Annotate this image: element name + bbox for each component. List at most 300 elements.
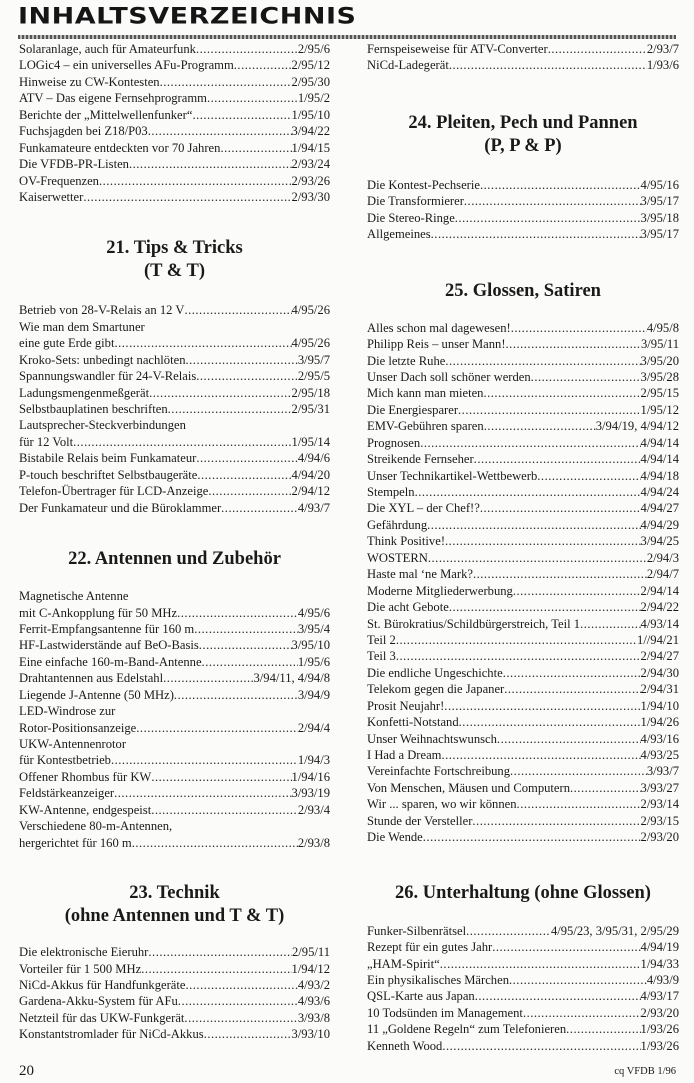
entry-reference: 1/95/6 — [297, 654, 330, 669]
toc-entry — [367, 747, 679, 763]
dot-leader — [464, 193, 641, 209]
toc-entry — [367, 451, 679, 467]
toc-entry — [19, 483, 330, 499]
toc-entry — [367, 41, 679, 57]
dot-leader — [111, 752, 298, 768]
dot-leader — [504, 681, 640, 697]
dot-leader — [160, 74, 292, 90]
toc-entry — [19, 385, 330, 401]
toc-entry — [367, 698, 679, 714]
toc-entry — [367, 57, 679, 73]
entry-reference: 3/95/17 — [640, 194, 679, 209]
dot-leader — [148, 944, 292, 960]
dot-leader — [149, 385, 291, 401]
dot-leader — [449, 599, 641, 615]
entry-title: Prognosen — [367, 435, 421, 450]
toc-entry — [367, 1021, 679, 1037]
entry-title: Funkamateure entdeckten vor 70 Jahren — [19, 140, 221, 155]
entry-reference: 3/95/18 — [640, 210, 679, 225]
dot-leader — [185, 977, 297, 993]
dot-leader — [537, 468, 640, 484]
dot-leader — [114, 785, 291, 801]
section-subtitle: (P, P & P) — [484, 135, 562, 156]
entry-reference: 3/94/9 — [297, 687, 330, 702]
toc-entry — [19, 720, 330, 736]
entry-list — [19, 944, 330, 1043]
entry-title: Vorteiler für 1 500 MHz — [19, 961, 142, 976]
dot-leader — [513, 583, 641, 599]
dot-leader — [472, 813, 640, 829]
entry-reference: 2/93/8 — [297, 835, 330, 850]
entry-reference: 1/94/3 — [297, 753, 330, 768]
entry-reference: 4/94/27 — [640, 501, 679, 516]
entry-reference: 2/94/31 — [640, 682, 679, 697]
dot-leader — [484, 418, 596, 434]
entry-title: Die elektronische Eieruhr — [19, 945, 149, 960]
toc-entry — [367, 599, 679, 615]
toc-entry — [19, 368, 330, 384]
dot-leader — [192, 107, 291, 123]
dot-leader — [531, 369, 641, 385]
entry-reference: 2/94/22 — [640, 600, 679, 615]
entry-reference: 1/94/33 — [640, 956, 679, 971]
entry-title: Fuchsjagden bei Z18/P03 — [19, 124, 148, 139]
entry-title: Bistabile Relais beim Funkamateur — [19, 451, 197, 466]
entry-reference: 2/94/30 — [640, 665, 679, 680]
toc-entry — [19, 41, 330, 57]
entry-reference: 4/95/26 — [291, 336, 330, 351]
entry-title: Gefährdung — [367, 517, 428, 532]
entry-reference: 4/95/23, 3/95/31, 2/95/29 — [550, 923, 679, 938]
dot-leader — [199, 637, 292, 653]
toc-entry — [19, 335, 330, 351]
entry-reference: 3/95/28 — [640, 369, 679, 384]
entry-title: Unser Weihnachtswunsch — [367, 731, 497, 746]
toc-entry — [367, 226, 679, 242]
section-title-line: 26. Unterhaltung (ohne Glossen) — [395, 882, 651, 903]
dot-leader — [455, 210, 641, 226]
entry-reference: 4/94/29 — [640, 517, 679, 532]
toc-entry — [19, 90, 330, 106]
toc-entry — [19, 500, 330, 516]
dot-leader — [99, 173, 292, 189]
entry-title: HF-Lastwiderstände auf BeO-Basis — [19, 638, 199, 653]
toc-entry — [367, 320, 679, 336]
entry-reference: 3/94/22 — [291, 124, 330, 139]
toc-entry — [367, 681, 679, 697]
toc-entry — [19, 785, 330, 801]
section-subtitle: (T & T) — [144, 261, 205, 282]
entry-reference: 4/94/20 — [291, 467, 330, 482]
entry-title: Berichte der „Mittelwellenfunker“ — [19, 107, 193, 122]
entry-title: Die Stereo-Ringe — [367, 210, 455, 225]
entry-title: Kroko-Sets: unbedingt nachlöten — [19, 352, 186, 367]
entry-title: Konfetti-Notstand — [367, 715, 459, 730]
entry-title: Haste mal ‘ne Mark? — [367, 567, 473, 582]
entry-title: Die XYL – der Chef!? — [367, 501, 480, 516]
entry-title: Streikende Fernseher — [367, 452, 474, 467]
toc-entry — [367, 665, 679, 681]
entry-title: Unser Technikartikel-Wettbewerb — [367, 468, 538, 483]
entry-title: Rezept für ein gutes Jahr — [367, 940, 493, 955]
toc-entry — [19, 173, 330, 189]
toc-entry — [367, 939, 679, 955]
toc-entry — [19, 417, 330, 433]
entry-reference: 3/95/10 — [291, 638, 330, 653]
toc-entry — [367, 369, 679, 385]
entry-title: Wie man dem Smartuner — [19, 319, 145, 334]
entry-title: Die Energiesparer — [367, 402, 459, 417]
entry-title: für 12 Volt — [19, 434, 74, 449]
toc-entry — [19, 835, 330, 851]
entry-title: „HAM-Spirit“ — [367, 956, 440, 971]
entry-reference: 1/94/16 — [291, 769, 330, 784]
entry-reference: 3/94/19, 4/94/12 — [595, 419, 679, 434]
entry-title: mit C-Ankopplung für 50 MHz — [19, 605, 178, 620]
dot-leader — [129, 156, 292, 172]
entry-title: Telekom gegen die Japaner — [367, 682, 505, 697]
entry-title: Die endliche Ungeschichte — [367, 665, 503, 680]
entry-reference: 2/94/12 — [291, 484, 330, 499]
dot-leader — [186, 352, 298, 368]
entry-title: Von Menschen, Mäusen und Computern — [367, 780, 570, 795]
entry-list — [367, 320, 679, 846]
toc-entry — [367, 796, 679, 812]
dot-leader — [178, 993, 298, 1009]
entry-title: eine gute Erde gibt — [19, 336, 115, 351]
entry-title: Die Wende — [367, 830, 423, 845]
dot-leader — [449, 57, 647, 73]
entry-title: Offener Rhombus für KW — [19, 769, 152, 784]
dot-leader — [73, 434, 291, 450]
section-title-line: 22. Antennen und Zubehör — [68, 549, 281, 570]
entry-reference: 2/94/7 — [646, 567, 679, 582]
toc-entry — [19, 140, 330, 156]
toc-entry — [367, 353, 679, 369]
toc-entry — [19, 637, 330, 653]
toc-entry — [367, 988, 679, 1004]
dot-leader — [196, 368, 298, 384]
dot-leader — [445, 533, 641, 549]
entry-reference: 2/93/7 — [646, 42, 679, 56]
entry-reference: 4/94/18 — [640, 468, 679, 483]
entry-title: Die Transformierer — [367, 194, 464, 209]
entry-title: Rotor-Positionsanzeige — [19, 720, 137, 735]
dot-leader — [148, 123, 292, 139]
dot-leader — [234, 57, 292, 73]
entry-reference: 1/94/10 — [640, 698, 679, 713]
dot-leader — [475, 988, 641, 1004]
section-subtitle: (ohne Antennen und T & T) — [64, 906, 285, 927]
entry-title: Magnetische Antenne — [19, 589, 129, 604]
entry-title: Funker-Silbenrätsel — [367, 923, 467, 938]
entry-reference: 3/95/17 — [640, 227, 679, 242]
dot-leader — [83, 189, 291, 205]
section-title-25 — [367, 280, 679, 303]
entry-title: Feldstärkeanzeiger — [19, 786, 115, 801]
entry-title: Der Funkamateur und die Büroklammer — [19, 500, 222, 515]
toc-entry — [19, 752, 330, 768]
entry-reference: 2/93/26 — [291, 173, 330, 188]
dot-leader — [197, 467, 291, 483]
toc-entry — [367, 402, 679, 418]
dot-leader — [459, 714, 641, 730]
entry-title: Unser Dach soll schöner werden — [367, 369, 531, 384]
toc-entry — [367, 763, 679, 779]
entry-reference: 4/93/7 — [297, 500, 330, 515]
dot-leader — [396, 632, 637, 648]
entry-title: P-touch beschriftet Selbstbaugeräte — [19, 467, 198, 482]
toc-entry — [367, 648, 679, 664]
section-title-line: 23. Technik — [129, 883, 220, 904]
toc-entry — [19, 993, 330, 1009]
toc-entry — [19, 687, 330, 703]
entry-title: Netzteil für das UKW-Funkgerät — [19, 1010, 185, 1025]
entry-title: Alles schon mal dagewesen! — [367, 320, 511, 335]
entry-reference: 3/93/27 — [640, 780, 679, 795]
dot-leader — [202, 654, 298, 670]
dot-leader — [184, 1010, 297, 1026]
dot-leader — [474, 451, 641, 467]
toc-entry — [19, 769, 330, 785]
header-rule — [18, 35, 676, 39]
dot-leader — [506, 336, 641, 352]
toc-entry — [367, 500, 679, 516]
dot-leader — [196, 41, 298, 57]
toc-entry — [19, 401, 330, 417]
dot-leader — [420, 435, 640, 451]
section-title-21 — [19, 237, 330, 283]
entry-title: ATV – Das eigene Fernsehprogramm — [19, 91, 207, 106]
entry-title: Die acht Gebote — [367, 600, 449, 615]
dot-leader — [151, 802, 298, 818]
entry-reference: 1/93/26 — [640, 1022, 679, 1037]
dot-leader — [415, 484, 641, 500]
entry-reference: 4/93/14 — [640, 616, 679, 631]
section-title-26 — [367, 882, 679, 905]
toc-entry — [367, 583, 679, 599]
entry-reference: 3/94/25 — [640, 534, 679, 549]
toc-entry — [19, 605, 330, 621]
entry-reference: 3/95/11 — [640, 337, 679, 352]
dot-leader — [523, 1005, 641, 1021]
entry-list — [19, 302, 330, 516]
dot-leader — [427, 517, 640, 533]
toc-entry — [19, 977, 330, 993]
dot-leader — [207, 90, 298, 106]
entry-title: Teil 3 — [367, 649, 396, 664]
dot-leader — [141, 961, 291, 977]
entry-title: Verschiedene 80-m-Antennen, — [19, 819, 173, 834]
section-title-line: 24. Pleiten, Pech und Pannen — [408, 112, 638, 133]
toc-entry — [367, 829, 679, 845]
dot-leader — [497, 731, 641, 747]
dot-leader — [442, 1038, 640, 1054]
entry-reference: 4/93/2 — [297, 977, 330, 992]
dot-leader — [480, 500, 641, 516]
toc-entry — [367, 336, 679, 352]
entry-reference: 2/93/24 — [291, 157, 330, 172]
dot-leader — [132, 835, 298, 851]
dot-leader — [136, 720, 298, 736]
toc-entry — [19, 654, 330, 670]
entry-reference: 1/95/10 — [291, 107, 330, 122]
entry-reference: 2/95/15 — [640, 386, 679, 401]
toc-entry — [367, 972, 679, 988]
entry-reference: 4/93/6 — [297, 994, 330, 1009]
toc-entry — [19, 944, 330, 960]
page-title: INHALTSVERZEICHNIS — [18, 4, 357, 30]
dot-leader — [441, 747, 640, 763]
toc-entry — [367, 484, 679, 500]
toc-entry — [19, 74, 330, 90]
entry-title: Spannungswandler für 24-V-Relais — [19, 369, 197, 384]
toc-entry — [367, 923, 679, 939]
dot-leader — [566, 1021, 640, 1037]
entry-reference: 2/95/11 — [291, 945, 330, 960]
entry-reference: 3/94/11, 4/94/8 — [253, 671, 330, 686]
dot-leader — [221, 500, 298, 516]
entry-title: Die letzte Ruhe — [367, 353, 446, 368]
entry-reference: 2/94/27 — [640, 649, 679, 664]
section-title-line: 25. Glossen, Satiren — [445, 280, 601, 301]
entry-reference: 4/95/26 — [291, 303, 330, 318]
toc-entry — [367, 533, 679, 549]
entry-title: Teil 2 — [367, 632, 396, 647]
entry-title: Lautsprecher-Steckverbindungen — [19, 418, 186, 433]
toc-entry — [19, 107, 330, 123]
entry-title: 10 Todsünden im Management — [367, 1005, 523, 1020]
dot-leader — [431, 226, 641, 242]
entry-reference: 1/94/12 — [291, 961, 330, 976]
dot-leader — [483, 385, 640, 401]
dot-leader — [151, 769, 291, 785]
toc-entry — [367, 813, 679, 829]
entry-title: Kaiserwetter — [19, 189, 84, 204]
right-column — [367, 41, 679, 1054]
entry-title: Gardena-Akku-System für AFu — [19, 994, 178, 1009]
dot-leader — [163, 670, 253, 686]
entry-reference: 3/93/8 — [297, 1010, 330, 1025]
dot-leader — [510, 763, 647, 779]
entry-reference: 1/95/14 — [291, 434, 330, 449]
entry-title: Vereinfachte Fortschreibung — [367, 764, 511, 779]
entry-reference: 4/93/9 — [646, 972, 679, 987]
entry-reference: 4/94/6 — [297, 451, 330, 466]
entry-title: UKW-Antennenrotor — [19, 737, 127, 751]
entry-reference: 2/93/30 — [291, 189, 330, 204]
entry-title: Eine einfache 160-m-Band-Antenne — [19, 654, 202, 669]
entry-title: Die Kontest-Pechserie — [367, 177, 480, 192]
toc-entry — [367, 177, 679, 193]
toc-entry — [367, 385, 679, 401]
dot-leader — [509, 972, 647, 988]
dot-leader — [503, 665, 641, 681]
entry-title: Ferrit-Empfangsantenne für 160 m — [19, 621, 195, 636]
entry-title: I Had a Dream — [367, 748, 442, 762]
entry-title: Think Positive! — [367, 534, 446, 549]
entry-reference: 1/93/26 — [640, 1038, 679, 1053]
entry-reference: 4/95/6 — [297, 605, 330, 620]
dot-leader — [396, 648, 641, 664]
entry-title: Prosit Neujahr! — [367, 698, 445, 713]
toc-entry — [367, 1038, 679, 1054]
entry-reference: 4/95/16 — [640, 177, 679, 192]
entry-list — [367, 41, 679, 74]
entry-reference: 4/94/19 — [640, 940, 679, 955]
dot-leader — [445, 353, 640, 369]
toc-entry — [19, 319, 330, 335]
entry-title: Philipp Reis – unser Mann! — [367, 337, 506, 352]
entry-reference: 2/93/15 — [640, 813, 679, 828]
entry-reference: 3/95/20 — [640, 353, 679, 368]
entry-reference: 2/95/6 — [297, 42, 330, 56]
entry-title: Kenneth Wood — [367, 1038, 443, 1053]
entry-reference: 2/94/4 — [297, 720, 330, 735]
page-number: 20 — [19, 1063, 34, 1079]
dot-leader — [114, 335, 291, 351]
toc-entry — [19, 352, 330, 368]
entry-title: LED-Windrose zur — [19, 704, 116, 719]
entry-reference: 1/94/15 — [291, 140, 330, 155]
section-title-24 — [367, 112, 679, 158]
toc-entry — [19, 670, 330, 686]
toc-entry — [367, 517, 679, 533]
entry-title: Liegende J-Antenne (50 MHz) — [19, 687, 174, 702]
entry-reference: 4/94/14 — [640, 452, 679, 467]
toc-entry — [367, 1005, 679, 1021]
entry-title: Stempeln — [367, 485, 415, 499]
toc-entry — [367, 616, 679, 632]
entry-title: Mich kann man mieten — [367, 386, 484, 401]
dot-leader — [208, 483, 291, 499]
entry-title: KW-Antenne, endgespeist — [19, 802, 152, 817]
toc-entry — [367, 566, 679, 582]
entry-reference: 1/95/2 — [297, 91, 330, 106]
toc-entry — [19, 736, 330, 752]
entry-title: hergerichtet für 160 m — [19, 835, 132, 850]
entry-list — [367, 923, 679, 1055]
dot-leader — [580, 616, 640, 632]
entry-reference: 2/94/3 — [646, 550, 679, 565]
entry-reference: 2/93/20 — [640, 1005, 679, 1020]
entry-reference: 2/94/14 — [640, 583, 679, 598]
entry-title: Moderne Mitgliederwerbung — [367, 583, 513, 598]
entry-title: QSL-Karte aus Japan — [367, 989, 475, 1004]
dot-leader — [204, 1026, 292, 1042]
entry-reference: 1/95/12 — [640, 402, 679, 417]
toc-entry — [19, 1010, 330, 1026]
dot-leader — [480, 177, 641, 193]
entry-reference: 2/95/30 — [291, 74, 330, 89]
toc-entry — [367, 956, 679, 972]
toc-entry — [19, 450, 330, 466]
entry-title: Wir ... sparen, wo wir können — [367, 797, 517, 812]
dot-leader — [440, 956, 641, 972]
dot-leader — [423, 829, 641, 845]
dot-leader — [428, 550, 647, 566]
section-title-line: 21. Tips & Tricks — [106, 238, 243, 259]
entry-title: Ladungsmengenmeßgerät — [19, 385, 150, 400]
toc-entry — [19, 467, 330, 483]
toc-entry — [367, 550, 679, 566]
entry-title: Konstantstromlader für NiCd-Akkus — [19, 1027, 204, 1042]
dot-leader — [458, 402, 640, 418]
toc-entry — [19, 1026, 330, 1042]
toc-entry — [19, 156, 330, 172]
entry-title: Ein physikalisches Märchen — [367, 972, 509, 987]
issue-label: cq VFDB 1/96 — [614, 1066, 676, 1077]
